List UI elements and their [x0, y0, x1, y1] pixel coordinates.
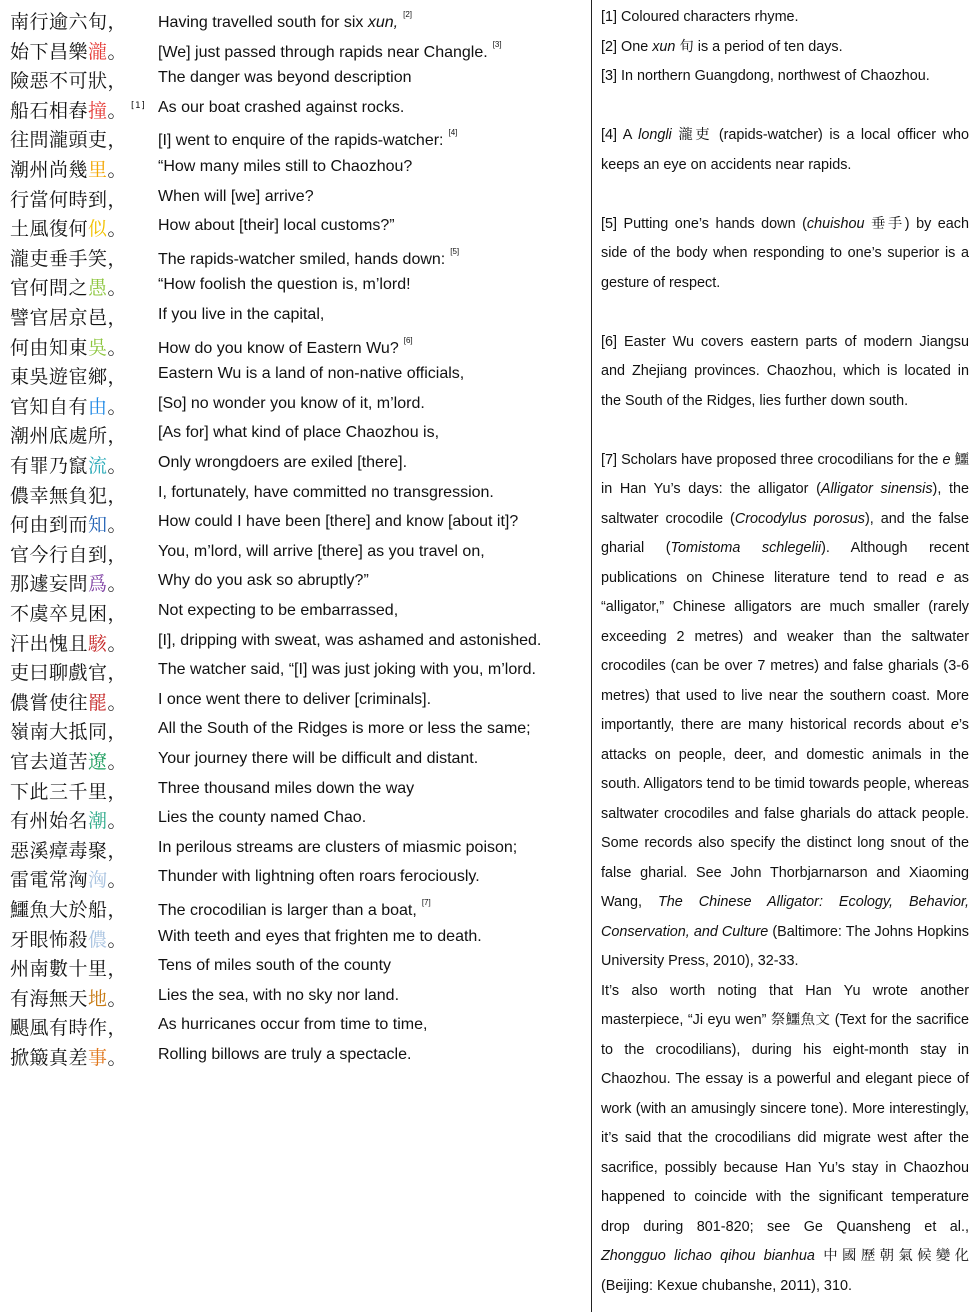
chinese-line	[10, 1013, 127, 1040]
chinese-line	[10, 451, 127, 478]
english-text: As hurricanes occur from time to time,	[158, 1016, 428, 1034]
chinese-text: 潮州底處所	[10, 425, 108, 448]
poem-line	[0, 536, 590, 566]
chinese-line	[10, 185, 127, 212]
chinese-text: 汗出愧且	[10, 632, 89, 655]
english-text: As our boat crashed against rocks.	[158, 98, 405, 116]
note-5-italic: chuishou	[806, 215, 865, 232]
poem-line	[0, 891, 590, 921]
chinese-punctuation: 。	[107, 987, 128, 1010]
chinese-line	[10, 658, 127, 685]
note-8-book-title: Zhongguo lichao qihou bianhua	[601, 1248, 815, 1264]
chinese-line	[10, 865, 127, 892]
chinese-punctuation: ，	[107, 307, 128, 329]
rhyme-character: 罷	[88, 691, 108, 714]
rhyme-character: 事	[88, 1047, 108, 1069]
note-5-text-b: 垂手) by each side of the body when responding to one’s superior is a gesture of respect.	[601, 215, 969, 291]
chinese-punctuation: 。	[107, 395, 128, 418]
chinese-line	[10, 303, 127, 330]
chinese-punctuation: ，	[107, 603, 128, 625]
english-line	[158, 188, 314, 206]
rhyme-character: 駭	[88, 632, 108, 655]
chinese-line	[10, 747, 127, 774]
chinese-line	[10, 510, 127, 537]
chinese-line	[10, 717, 127, 744]
chinese-text: 掀簸真差	[10, 1047, 89, 1069]
chinese-line	[10, 96, 145, 123]
poem-line	[0, 447, 590, 477]
chinese-text: 譬官居京邑	[10, 307, 108, 329]
chinese-text: 嶺南大抵同	[10, 721, 108, 744]
english-text: When will [we] arrive?	[158, 187, 314, 205]
english-line	[158, 484, 494, 502]
chinese-line	[10, 836, 127, 863]
note-7-italic-e1: e	[942, 451, 951, 468]
chinese-punctuation: ，	[107, 188, 128, 211]
english-text: The crocodilian is larger than a boat,	[158, 902, 417, 919]
chinese-text: 險惡不可狀	[10, 70, 108, 93]
english-line	[158, 365, 464, 383]
chinese-punctuation: 。	[107, 632, 128, 655]
english-text: I once went there to deliver [criminals].	[158, 690, 432, 708]
note-8-text-a: It’s also worth noting that Han Yu wrote another masterpiece, “Ji eyu wen” 祭鱷魚文 (Text for the sacrifice to the crocodilians), during his eight-month stay in Chaozhou. The essay is a powerful and elegant piece of work (with an amusingly sincere tone). More interestingly, it’s said that the crocodilians did migrate west after the sacrifice, possibly because Han Yu’s stay in Chaozhou happened to coincide with the significant temperature drop during 801-820; see Ge Quansheng et al.,	[601, 982, 969, 1235]
poem-line	[0, 151, 590, 181]
english-text: The watcher said, “[I] was just joking with you, m’lord.	[158, 661, 536, 679]
chinese-line	[10, 688, 127, 715]
chinese-text: 何由到而	[10, 514, 89, 537]
note-7-species-2: Crocodylus porosus	[734, 510, 865, 527]
chinese-line	[10, 984, 127, 1011]
english-line	[158, 1046, 411, 1064]
english-line	[158, 987, 399, 1005]
poem-line	[0, 921, 590, 951]
poem-line	[0, 1039, 590, 1069]
chinese-punctuation: ，	[107, 662, 128, 685]
chinese-text: 雷電常洶	[10, 869, 89, 892]
poem-line	[0, 477, 590, 507]
english-text: With teeth and eyes that frighten me to death.	[158, 927, 482, 945]
chinese-punctuation: ，	[107, 247, 128, 270]
english-line	[158, 40, 502, 62]
rhyme-character: 潮	[88, 810, 108, 833]
english-text: You, m’lord, will arrive [there] as you travel on,	[158, 542, 485, 560]
chinese-line	[10, 481, 127, 508]
poem-line	[0, 565, 590, 595]
poem-line	[0, 950, 590, 980]
note-1	[601, 3, 969, 33]
note-6-text: [6] Easter Wu covers eastern parts of modern Jiangsu and Zhejiang provinces. Chaozhou, which is located in the South of the Ridges, lies further down south.	[601, 333, 969, 409]
chinese-punctuation: 。	[107, 1047, 128, 1069]
poem-line	[0, 388, 590, 418]
english-text: All the South of the Ridges is more or less the same;	[158, 720, 531, 738]
column-divider	[591, 0, 592, 1312]
rhyme-character: 地	[88, 987, 108, 1010]
english-line	[158, 454, 407, 472]
note-1-text: [1] Coloured characters rhyme.	[601, 9, 799, 25]
footnote-marker: [6]	[403, 335, 413, 345]
english-line	[158, 957, 391, 975]
chinese-line	[10, 125, 127, 152]
chinese-text: 官何問之	[10, 277, 89, 300]
rhyme-character: 知	[88, 514, 108, 537]
poem-line	[0, 654, 590, 684]
note-7-text-h: (Baltimore: The Johns Hopkins University Press, 2010), 32-33.	[601, 923, 969, 969]
note-7-text-b: 鱷 in Han Yu’s days: the alligator (	[601, 451, 969, 497]
note-2-text-a: [2] One	[601, 38, 653, 55]
chinese-line	[10, 629, 127, 656]
note-2	[601, 33, 969, 63]
english-line	[158, 306, 324, 324]
chinese-text: 土風復何	[10, 218, 89, 241]
poem-line	[0, 181, 590, 211]
chinese-line	[10, 244, 127, 271]
chinese-line	[10, 569, 127, 596]
note-7-text-g: ’s attacks on people, deer, and domestic animals in the south. Alligators tend to be timid towards people, whereas saltwater crocodiles and false gharials do attack people. Some records also specify the distinct long snout of the false gharial. See John Thorbjarnarson and Xiaoming Wang,	[601, 717, 969, 910]
chinese-line	[10, 777, 127, 804]
english-text: If you live in the capital,	[158, 306, 325, 323]
note-2-italic: xun	[652, 38, 676, 55]
english-line	[158, 513, 518, 531]
chinese-line	[10, 333, 127, 360]
rhyme-character: 撞	[88, 99, 108, 122]
english-text: Lies the county named Chao.	[158, 809, 367, 827]
chinese-punctuation: 。	[107, 218, 128, 241]
poem-line	[0, 802, 590, 832]
note-3-text: [3] In northern Guangdong, northwest of Chaozhou.	[601, 68, 930, 84]
rhyme-character: 爲	[88, 573, 108, 596]
english-line	[158, 10, 412, 32]
english-line	[158, 898, 431, 920]
chinese-text: 何由知東	[10, 336, 89, 359]
chinese-line	[10, 421, 127, 448]
rhyme-character: 遼	[88, 751, 108, 773]
rhyme-character: 洶	[88, 869, 108, 892]
english-line	[158, 928, 482, 946]
poem-line	[0, 417, 590, 447]
english-line	[158, 661, 536, 679]
poem-line	[0, 62, 590, 92]
chinese-text: 那遽妄問	[10, 573, 89, 596]
poem-line	[0, 299, 590, 329]
rhyme-character: 似	[88, 218, 108, 241]
english-line	[158, 543, 485, 561]
poem-line	[0, 506, 590, 536]
note-7-text-a: [7] Scholars have proposed three crocodilians for the	[601, 451, 943, 468]
english-line	[158, 128, 457, 150]
poem-line	[0, 861, 590, 891]
note-7-text-f: as “alligator,” Chinese alligators are much smaller (rarely exceeding 2 metres) and weaker than the saltwater crocodiles (can be over 7 metres) and false gharials (3-6 metres) that used to live near the southern coast. More importantly, there are many historical records about	[601, 569, 969, 733]
note-5	[601, 210, 969, 299]
chinese-punctuation: 。	[107, 928, 128, 951]
english-line	[158, 424, 439, 442]
english-text: How about [their] local customs?”	[158, 217, 395, 235]
chinese-punctuation: ，	[107, 11, 128, 33]
note-6	[601, 328, 969, 417]
chinese-line	[10, 806, 127, 833]
note-2-text-b: 旬 is a period of ten days.	[675, 38, 843, 55]
poem-line	[0, 832, 590, 862]
rhyme-character: 由	[88, 395, 108, 418]
english-text: [As for] what kind of place Chaozhou is,	[158, 424, 440, 442]
english-line	[158, 572, 369, 590]
chinese-text: 颶風有時作	[10, 1017, 108, 1040]
english-text: “How many miles still to Chaozhou?	[158, 158, 413, 175]
chinese-text: 惡溪瘴毒聚	[10, 839, 108, 862]
chinese-punctuation: 。	[107, 277, 128, 300]
chinese-line	[10, 599, 127, 626]
chinese-text: 有海無天	[10, 987, 89, 1010]
poem-line	[0, 684, 590, 714]
english-text: Eastern Wu is a land of non-native officials,	[158, 365, 465, 383]
poem-line	[0, 92, 590, 122]
english-text: In perilous streams are clusters of miasmic poison;	[158, 838, 518, 856]
note-7-italic-e3: e	[950, 717, 959, 733]
poem-line	[0, 743, 590, 773]
note-7-text-c: ), the saltwater crocodile (	[601, 481, 970, 527]
chinese-punctuation: 。	[107, 336, 128, 359]
poem-line	[0, 980, 590, 1010]
chinese-line	[10, 925, 127, 952]
rhyme-character: 儂	[88, 928, 108, 951]
chinese-punctuation: ，	[107, 1017, 128, 1040]
english-text: [We] just passed through rapids near Changle.	[158, 43, 488, 61]
footnote-marker: [1]	[131, 100, 146, 111]
poem-line	[0, 210, 590, 240]
chinese-punctuation: ，	[107, 721, 128, 744]
chinese-line	[10, 214, 127, 241]
chinese-text: 儂幸無負犯	[10, 484, 108, 507]
chinese-line	[10, 7, 127, 34]
chinese-punctuation: 。	[107, 573, 128, 596]
english-line	[158, 691, 431, 709]
chinese-text: 有罪乃竄	[10, 455, 89, 477]
chinese-text: 儂嘗使往	[10, 691, 89, 714]
note-8-text-b: 中國歷朝氣候變化 (Beijing: Kexue chubanshe, 2011), 310.	[601, 1248, 969, 1294]
note-7-text-e: ). Although recent publications on Chinese literature tend to read	[601, 540, 969, 586]
english-line	[158, 217, 395, 235]
chinese-punctuation: 。	[107, 869, 128, 892]
english-text: “How foolish the question is, m’lord!	[158, 276, 411, 294]
rhyme-character: 瀧	[88, 40, 108, 63]
poem-line	[0, 358, 590, 388]
chinese-text: 州南數十里	[10, 958, 108, 981]
chinese-text: 下此三千里	[10, 780, 108, 803]
chinese-text: 官知自有	[10, 395, 89, 418]
chinese-line	[10, 66, 127, 93]
note-7-book-title: The Chinese Alligator: Ecology, Behavior, Conservation, and Culture	[601, 894, 969, 940]
chinese-punctuation: ，	[107, 543, 128, 566]
note-4-italic: longli	[638, 127, 672, 143]
chinese-punctuation: 。	[107, 691, 128, 714]
note-4-text-b: 瀧吏 (rapids-watcher) is a local officer who keeps an eye on accidents near rapids.	[601, 127, 969, 173]
english-line	[158, 839, 517, 857]
chinese-line	[10, 895, 127, 922]
english-text: Rolling billows are truly a spectacle.	[158, 1046, 412, 1063]
english-line	[158, 632, 541, 650]
chinese-line	[10, 362, 127, 389]
english-line	[158, 809, 366, 827]
english-line	[158, 868, 480, 886]
chinese-punctuation: ，	[107, 484, 128, 507]
note-7-species-3: Tomistoma schlegelii	[670, 540, 822, 556]
poem-line	[0, 713, 590, 743]
poem-line	[0, 33, 590, 63]
chinese-punctuation: ，	[107, 129, 128, 152]
note-4-text-a: [4] A	[601, 127, 639, 143]
chinese-line	[10, 37, 127, 64]
english-line	[158, 1016, 427, 1034]
poem-line	[0, 269, 590, 299]
chinese-text: 始下昌樂	[10, 40, 89, 63]
chinese-line	[10, 954, 127, 981]
english-text: [So] no wonder you know of it, m’lord.	[158, 394, 425, 412]
chinese-text: 鱷魚大於船	[10, 899, 108, 921]
note-7	[601, 446, 969, 977]
english-line	[158, 602, 398, 620]
english-line	[158, 780, 414, 798]
english-line	[158, 247, 459, 269]
chinese-text: 吏曰聊戲官	[10, 662, 108, 685]
chinese-punctuation: 。	[107, 810, 128, 833]
english-text: [I], dripping with sweat, was ashamed and astonished.	[158, 631, 542, 649]
english-text: How do you know of Eastern Wu?	[158, 339, 399, 357]
poem-line	[0, 240, 590, 270]
poem-line	[0, 625, 590, 655]
english-text: [I] went to enquire of the rapids-watcher:	[158, 132, 444, 150]
note-8	[601, 977, 969, 1302]
footnote-marker: [4]	[448, 128, 458, 138]
chinese-punctuation: ，	[107, 780, 128, 803]
chinese-punctuation: ，	[107, 366, 128, 389]
chinese-punctuation: 。	[107, 159, 128, 181]
chinese-text: 南行逾六旬	[10, 11, 108, 33]
english-text: Only wrongdoers are exiled [there].	[158, 454, 408, 471]
rhyme-character: 里	[88, 159, 108, 181]
poem-line	[0, 329, 590, 359]
english-italic: xun,	[367, 14, 399, 31]
english-line	[158, 336, 413, 358]
chinese-text: 牙眼怖殺	[10, 928, 89, 951]
chinese-line	[10, 392, 127, 419]
english-text: How could I have been [there] and know [about it]?	[158, 513, 519, 531]
chinese-punctuation: 。	[107, 751, 128, 773]
note-7-italic-e2: e	[936, 569, 945, 586]
chinese-line	[10, 273, 127, 300]
rhyme-character: 愚	[88, 277, 108, 300]
chinese-line	[10, 540, 127, 567]
english-text: Tens of miles south of the county	[158, 957, 392, 975]
footnote-marker: [7]	[421, 898, 431, 907]
chinese-text: 往問瀧頭吏	[10, 129, 108, 152]
poem-line	[0, 3, 590, 33]
chinese-punctuation: 。	[107, 514, 128, 537]
note-7-text-d: ), and the false gharial (	[601, 510, 969, 556]
english-line	[158, 158, 412, 176]
chinese-text: 船石相舂	[10, 99, 89, 122]
poem-line	[0, 773, 590, 803]
english-line	[158, 750, 478, 768]
chinese-text: 潮州尚幾	[10, 159, 89, 181]
chinese-punctuation: ，	[107, 425, 128, 448]
english-line	[158, 395, 425, 413]
chinese-text: 有州始名	[10, 810, 89, 833]
footnote-marker: [5]	[450, 246, 460, 256]
chinese-text: 東吳遊宦鄉	[10, 366, 108, 389]
note-7-species-1: Alligator sinensis	[820, 481, 933, 497]
note-4	[601, 121, 969, 180]
chinese-punctuation: 。	[107, 99, 128, 122]
english-line	[158, 99, 404, 117]
english-line	[158, 69, 412, 87]
chinese-text: 行當何時到	[10, 188, 108, 211]
english-text: Three thousand miles down the way	[158, 779, 415, 797]
chinese-punctuation: ，	[107, 70, 128, 93]
chinese-punctuation: ，	[107, 958, 128, 981]
chinese-punctuation: 。	[107, 40, 128, 63]
rhyme-character: 流	[88, 455, 108, 477]
english-text: Your journey there will be difficult and distant.	[158, 750, 479, 767]
chinese-punctuation: 。	[107, 455, 128, 477]
english-text: Lies the sea, with no sky nor land.	[158, 986, 400, 1004]
english-line	[158, 276, 411, 294]
rhyme-character: 吳	[88, 336, 108, 359]
chinese-punctuation: ，	[107, 899, 128, 921]
chinese-text: 官去道苦	[10, 751, 89, 773]
poem-line	[0, 121, 590, 151]
note-5-text-a: [5] Putting one’s hands down (	[601, 215, 807, 232]
english-text: The rapids-watcher smiled, hands down:	[158, 250, 446, 268]
poem-line	[0, 595, 590, 625]
chinese-text: 不虞卒見困	[10, 603, 108, 625]
chinese-line	[10, 155, 127, 182]
english-line	[158, 720, 531, 738]
footnote-marker: [3]	[492, 39, 502, 49]
chinese-punctuation: ，	[107, 839, 128, 862]
chinese-text: 瀧吏垂手笑	[10, 247, 108, 270]
note-3	[601, 62, 969, 92]
english-text: Having travelled south for six	[158, 14, 368, 31]
chinese-line	[10, 1043, 127, 1070]
english-text: Thunder with lightning often roars ferociously.	[158, 868, 480, 886]
chinese-text: 官今行自到	[10, 543, 108, 566]
english-text: Why do you ask so abruptly?”	[158, 572, 369, 590]
poem-line	[0, 1009, 590, 1039]
english-text: Not expecting to be embarrassed,	[158, 602, 399, 619]
footnote-marker: [2]	[403, 10, 413, 19]
english-text: The danger was beyond description	[158, 69, 412, 87]
english-text: I, fortunately, have committed no transgression.	[158, 483, 494, 501]
